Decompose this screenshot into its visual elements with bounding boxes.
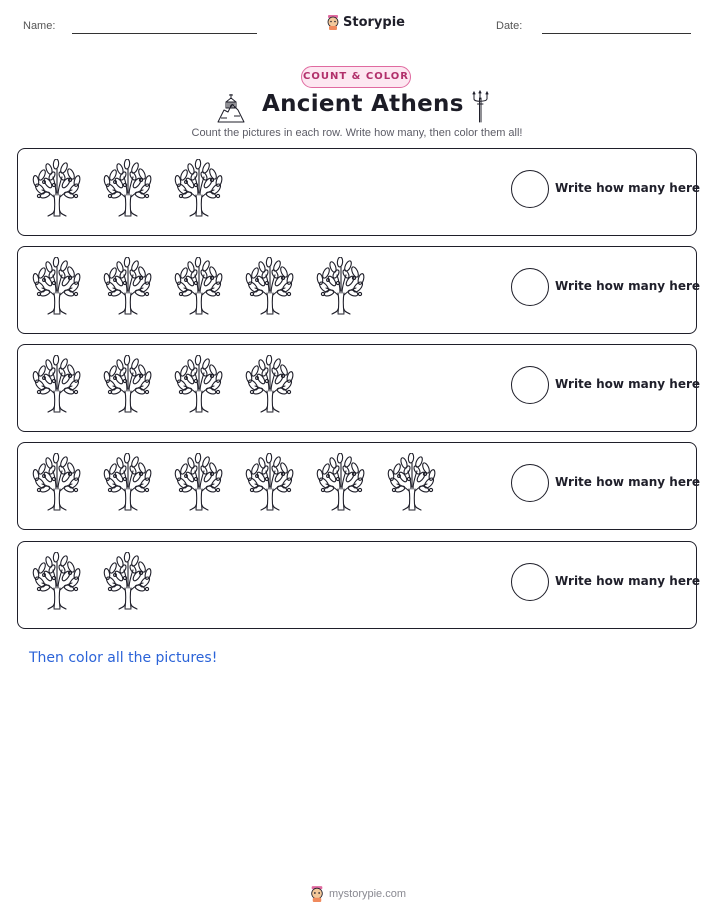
olive-tree-icon <box>385 453 439 513</box>
olive-tree-icon <box>243 355 297 415</box>
olive-tree-icon <box>101 355 155 415</box>
counting-row <box>17 442 701 530</box>
page-title: Ancient Athens <box>262 91 464 117</box>
brand-name: Storypie <box>343 14 405 30</box>
olive-tree-icon <box>30 257 84 317</box>
brand-logo <box>326 14 405 30</box>
olive-tree-icon <box>101 257 155 317</box>
worksheet-header <box>0 0 714 50</box>
answer-label: Write how many here <box>555 279 701 293</box>
olive-tree-icon <box>243 453 297 513</box>
coloring-instruction: Then color all the pictures! <box>29 650 218 666</box>
answer-label: Write how many here <box>555 181 701 195</box>
answer-circle[interactable] <box>511 170 549 208</box>
olive-tree-icon <box>101 552 155 612</box>
answer-label: Write how many here <box>555 475 701 489</box>
answer-label: Write how many here <box>555 574 701 588</box>
olive-tree-icon <box>30 355 84 415</box>
name-line <box>72 33 257 34</box>
olive-tree-icon <box>101 453 155 513</box>
olive-tree-icon <box>314 453 368 513</box>
olive-tree-icon <box>172 159 226 219</box>
footer-brand <box>309 885 406 902</box>
date-line <box>542 33 691 34</box>
storypie-mascot-icon <box>326 14 340 30</box>
name-label: Name: <box>23 20 56 32</box>
date-label: Date: <box>496 20 523 32</box>
olive-tree-icon <box>101 159 155 219</box>
acropolis-icon <box>216 90 246 124</box>
trident-icon <box>470 90 492 124</box>
counting-row <box>17 246 701 334</box>
answer-label: Write how many here <box>555 377 701 391</box>
answer-circle[interactable] <box>511 366 549 404</box>
answer-circle[interactable] <box>511 563 549 601</box>
olive-tree-icon <box>30 159 84 219</box>
olive-tree-icon <box>243 257 297 317</box>
olive-tree-icon <box>172 355 226 415</box>
olive-tree-icon <box>172 453 226 513</box>
answer-circle[interactable] <box>511 464 549 502</box>
activity-badge: COUNT & COLOR <box>301 66 411 88</box>
olive-tree-icon <box>314 257 368 317</box>
answer-circle[interactable] <box>511 268 549 306</box>
olive-tree-icon <box>172 257 226 317</box>
counting-row <box>17 148 701 236</box>
website-link: mystorypie.com <box>329 887 407 900</box>
storypie-mascot-icon <box>309 885 325 902</box>
counting-row <box>17 344 701 432</box>
counting-row <box>17 541 701 629</box>
olive-tree-icon <box>30 453 84 513</box>
instructions: Count the pictures in each row. Write how many, then color them all! <box>191 127 523 139</box>
olive-tree-icon <box>30 552 84 612</box>
title-row <box>0 90 714 126</box>
